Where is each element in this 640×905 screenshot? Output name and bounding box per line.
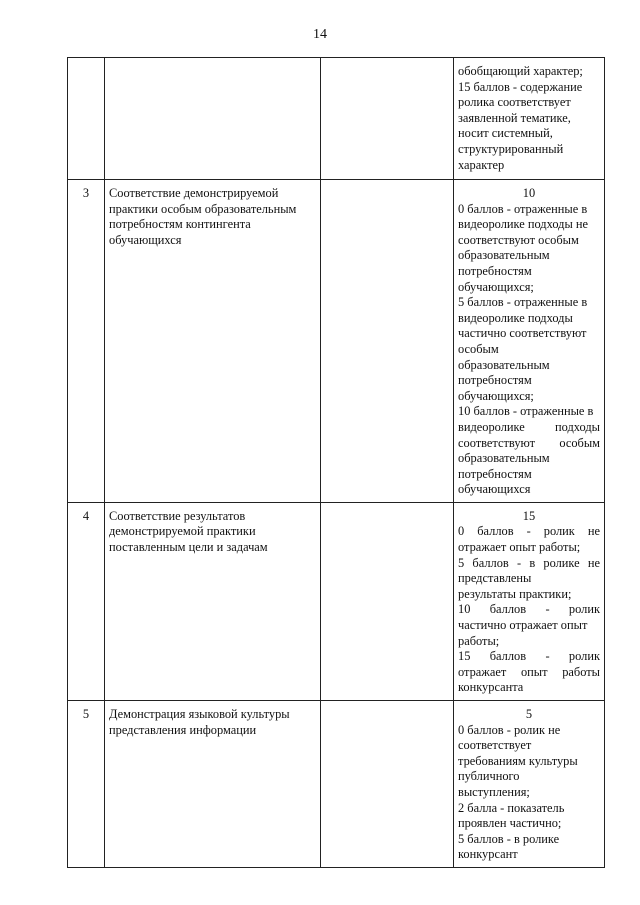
max-score: 15 — [522, 508, 536, 523]
criterion-name: Соответствие демонстрируемой практики особым образовательным потребностям контингента обучающихся — [105, 180, 321, 503]
criterion-name — [105, 58, 321, 180]
score-description-line: 5 баллов - в ролике не — [458, 555, 600, 570]
score-description-line: потребностям — [458, 466, 532, 481]
score-description-line: 10 баллов - отраженные в — [458, 404, 594, 419]
score-description-line: потребностям — [458, 263, 532, 278]
score-description-line: обучающихся; — [458, 279, 534, 294]
empty-cell — [321, 701, 454, 868]
score-description-line: видеоролике подходы — [458, 419, 600, 434]
score-description-line: результаты практики; — [458, 586, 572, 601]
score-description-line: образовательным — [458, 451, 550, 466]
criterion-number — [68, 58, 105, 180]
table-row — [68, 701, 605, 868]
score-cell — [454, 502, 605, 700]
score-description-line: конкурсанта — [458, 680, 524, 695]
score-cell — [454, 180, 605, 503]
score-description-line: 5 баллов - отраженные в — [458, 295, 588, 310]
criterion-number: 5 — [68, 701, 105, 868]
score-description-line: образовательным — [458, 248, 550, 263]
score-description-line: структурированный — [458, 141, 564, 156]
score-description-line: видеоролике подходы не — [458, 217, 589, 232]
score-description-line: 15 баллов - ролик — [458, 649, 600, 664]
score-description-line: потребностям — [458, 373, 532, 388]
table-row — [68, 58, 605, 180]
score-description-line: соответствуют особым — [458, 435, 600, 450]
score-description-line: обучающихся — [458, 482, 531, 497]
score-description-line: работы; — [458, 633, 500, 648]
score-description-line: представлены — [458, 571, 532, 586]
score-description-line: частично отражает опыт — [458, 618, 588, 633]
score-cell — [454, 701, 605, 868]
score-description-line: видеоролике подходы — [458, 310, 573, 325]
criteria-table — [67, 57, 605, 868]
score-description-line: 0 баллов - ролик не — [458, 722, 561, 737]
score-description-line: особым — [458, 341, 499, 356]
score-description-line: требованиям культуры — [458, 753, 578, 768]
score-description-line: публичного — [458, 769, 520, 784]
score-cell — [454, 58, 605, 180]
score-description-line: соответствует — [458, 738, 532, 753]
score-description-line: заявленной тематике, — [458, 110, 571, 125]
score-description-line: конкурсант — [458, 847, 518, 862]
score-description-line: образовательным — [458, 357, 550, 372]
max-score: 5 — [525, 707, 533, 721]
page-number: 14 — [313, 27, 327, 42]
score-description-line: носит системный, — [458, 126, 553, 141]
score-description-line: 10 баллов - ролик — [458, 602, 600, 617]
max-score: 10 — [522, 186, 536, 200]
score-description-line: 0 баллов - ролик не — [458, 524, 600, 539]
score-description-line: обобщающий характер; — [458, 64, 583, 78]
table-row — [68, 502, 605, 700]
criterion-name: Соответствие результатов демонстрируемой практики поставленным цели и задачам — [105, 502, 321, 700]
score-description-line: соответствуют особым — [458, 232, 579, 247]
empty-cell — [321, 502, 454, 700]
criterion-number: 4 — [68, 502, 105, 700]
score-description-line: 5 баллов - в ролике — [458, 831, 560, 846]
score-description-line: частично соответствуют — [458, 326, 587, 341]
score-description-line: 15 баллов - содержание — [458, 79, 583, 94]
criterion-name: Демонстрация языковой культуры представления информации — [105, 701, 321, 868]
score-description-line: 2 балла - показатель — [458, 800, 565, 815]
score-description-line: 0 баллов - отраженные в — [458, 201, 588, 216]
empty-cell — [321, 58, 454, 180]
score-description-line: отражает опыт работы — [458, 664, 600, 679]
empty-cell — [321, 180, 454, 503]
score-description-line: ролика соответствует — [458, 95, 571, 110]
table-row — [68, 180, 605, 503]
criterion-number: 3 — [68, 180, 105, 503]
score-description-line: обучающихся; — [458, 388, 534, 403]
score-description-line: характер — [458, 157, 505, 172]
score-description-line: отражает опыт работы; — [458, 540, 581, 555]
score-description-line: выступления; — [458, 784, 530, 799]
score-description-line: проявлен частично; — [458, 816, 562, 831]
